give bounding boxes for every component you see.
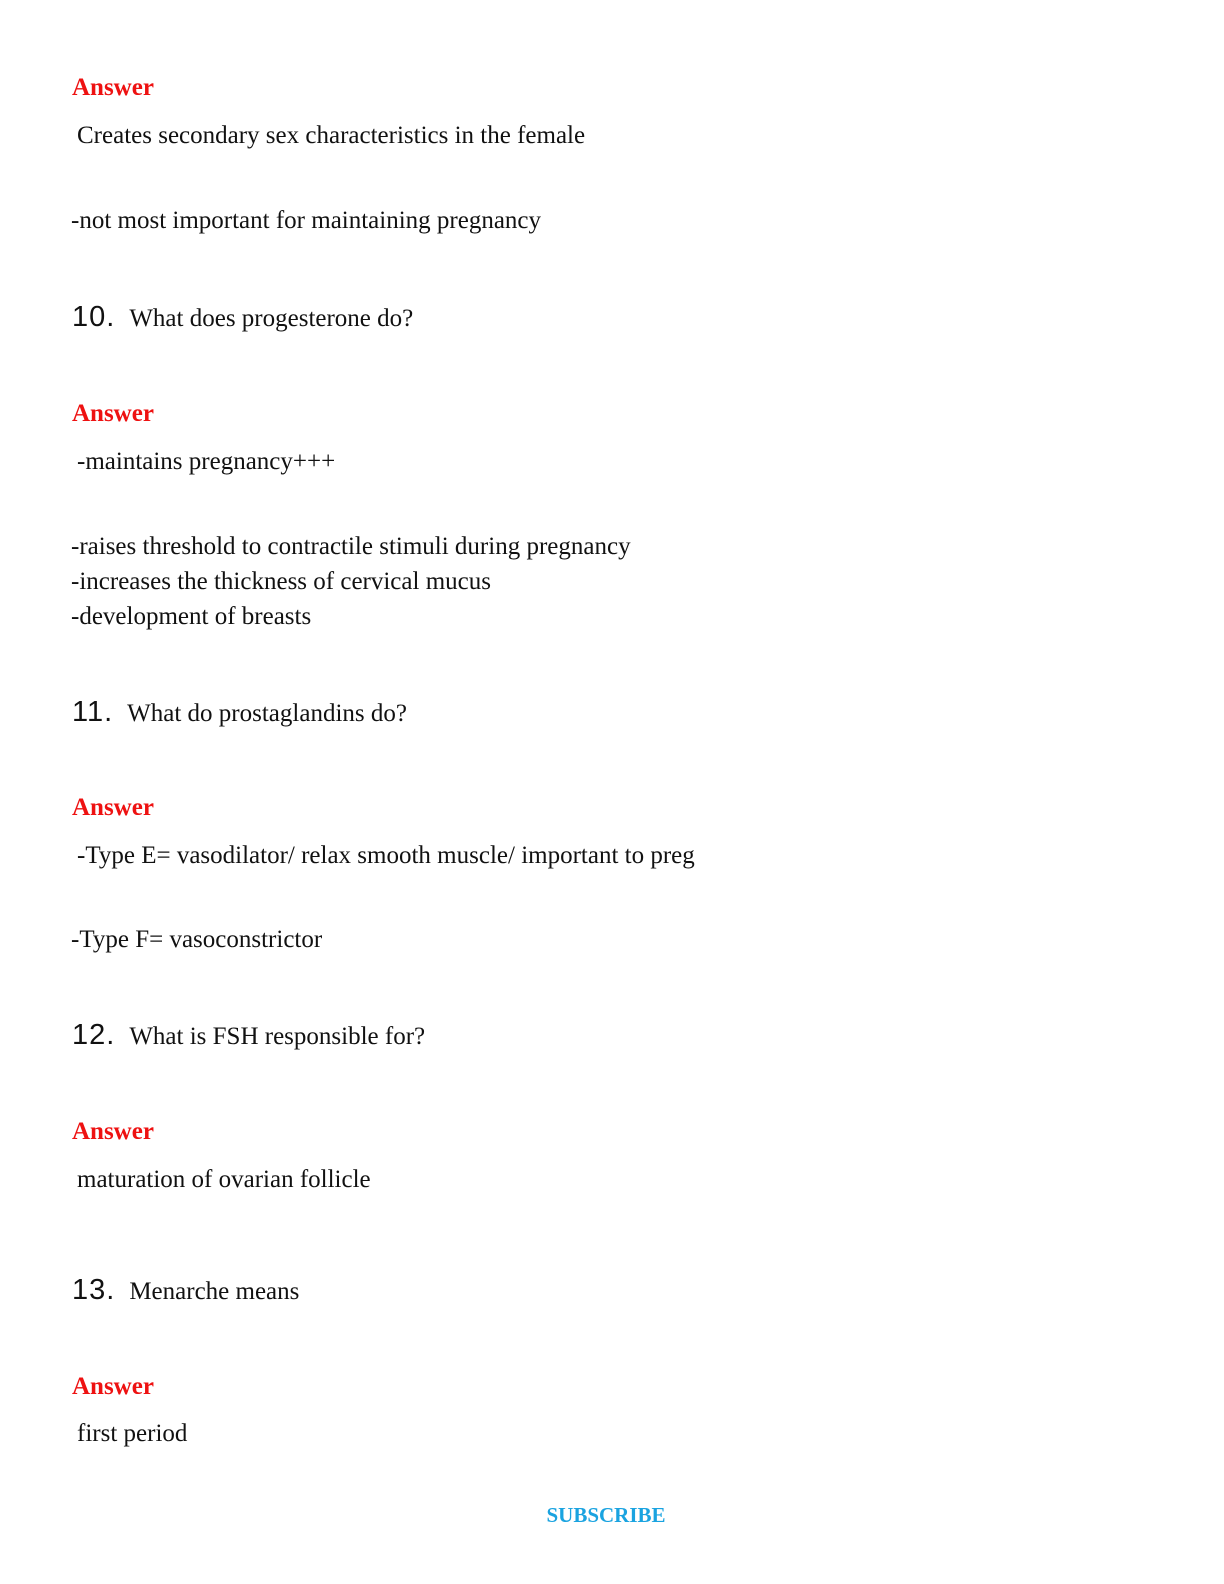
question-number: 13. bbox=[72, 1274, 116, 1306]
question-text: What does progesterone do? bbox=[129, 305, 414, 332]
answer-line: Creates secondary sex characteristics in the female bbox=[77, 122, 586, 149]
question-text: What do prostaglandins do? bbox=[127, 700, 407, 727]
answer-line: -not most important for maintaining pregnancy bbox=[71, 207, 542, 234]
answer-label: Answer bbox=[72, 794, 154, 821]
answer-line: -Type F= vasoconstrictor bbox=[71, 926, 323, 953]
question-10 bbox=[72, 300, 413, 336]
question-text: Menarche means bbox=[129, 1278, 300, 1305]
question-11 bbox=[72, 695, 407, 731]
subscribe-link[interactable]: SUBSCRIBE bbox=[546, 1503, 666, 1527]
answer-line: maturation of ovarian follicle bbox=[77, 1166, 371, 1193]
answer-line: -Type E= vasodilator/ relax smooth muscle/ important to preg bbox=[77, 842, 695, 869]
question-number: 11. bbox=[72, 696, 114, 728]
question-text: What is FSH responsible for? bbox=[129, 1023, 426, 1050]
answer-line: -maintains pregnancy+++ bbox=[77, 448, 336, 475]
answer-line: first period bbox=[77, 1420, 188, 1447]
question-number: 10. bbox=[72, 301, 116, 333]
answer-line: -increases the thickness of cervical mucus bbox=[71, 568, 491, 595]
answer-label: Answer bbox=[72, 1373, 154, 1400]
question-12 bbox=[72, 1018, 425, 1054]
answer-line: -raises threshold to contractile stimuli during pregnancy bbox=[71, 533, 631, 560]
answer-label: Answer bbox=[72, 1118, 154, 1145]
answer-label: Answer bbox=[72, 74, 154, 101]
question-13 bbox=[72, 1273, 299, 1309]
answer-line: -development of breasts bbox=[71, 603, 312, 630]
question-number: 12. bbox=[72, 1019, 116, 1051]
answer-label: Answer bbox=[72, 400, 154, 427]
